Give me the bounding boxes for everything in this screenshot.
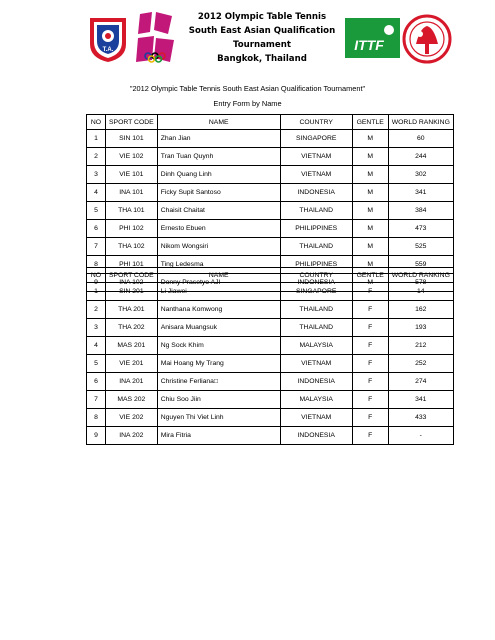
world-ranking-cell: 341	[388, 391, 453, 409]
name-cell: Zhan Jian	[157, 130, 280, 148]
sport-code-cell: MAS 201	[106, 337, 158, 355]
sport-code-cell: SIN 101	[106, 130, 158, 148]
no-cell: 5	[87, 355, 106, 373]
table-row	[87, 166, 454, 184]
name-cell: Ficky Supit Santoso	[157, 184, 280, 202]
document-title: "2012 Olympic Table Tennis South East Asian Qualification Tournament"	[129, 84, 366, 93]
column-header: COUNTRY	[280, 115, 352, 130]
ittf-logo-text: ITTF	[354, 37, 384, 53]
table-row	[87, 283, 454, 301]
no-cell: 2	[87, 301, 106, 319]
name-cell: Mai Hoang My Trang	[157, 355, 280, 373]
table-header-row	[87, 115, 454, 130]
sport-code-cell: SIN 201	[106, 283, 158, 301]
header	[0, 0, 495, 90]
london-2012-logo	[134, 10, 178, 66]
no-cell: 4	[87, 184, 106, 202]
table-row	[87, 301, 454, 319]
gentle-cell: F	[352, 391, 388, 409]
no-cell: 7	[87, 391, 106, 409]
gentle-cell: M	[352, 274, 388, 292]
no-cell: 9	[87, 274, 106, 292]
gentle-cell: M	[352, 130, 388, 148]
country-cell: PHILIPPINES	[280, 256, 352, 274]
sport-code-cell: MAS 202	[106, 391, 158, 409]
header-title-line-2: South East Asian Qualification Tournament	[188, 26, 336, 50]
country-cell: MALAYSIA	[280, 337, 352, 355]
column-header: SPORT CODE	[106, 115, 158, 130]
no-cell: 6	[87, 220, 106, 238]
world-ranking-cell: 60	[388, 130, 453, 148]
name-cell: Nguyen Thi Viet Linh	[157, 409, 280, 427]
name-cell: Anisara Muangsuk	[157, 319, 280, 337]
table-header-row	[87, 268, 454, 283]
name-cell: Christine Ferliana□	[157, 373, 280, 391]
table-row	[87, 409, 454, 427]
country-cell: THAILAND	[280, 202, 352, 220]
name-cell: Chaisit Chaitat	[157, 202, 280, 220]
gentle-cell: F	[352, 319, 388, 337]
sport-code-cell: PHI 101	[106, 256, 158, 274]
table-row	[87, 202, 454, 220]
name-cell: Dinh Quang Linh	[157, 166, 280, 184]
ittf-logo	[345, 18, 400, 58]
gentle-cell: F	[352, 301, 388, 319]
name-cell: Nanthana Komwong	[157, 301, 280, 319]
world-ranking-cell: 193	[388, 319, 453, 337]
no-cell: 3	[87, 319, 106, 337]
country-cell: VIETNAM	[280, 148, 352, 166]
gentle-cell: F	[352, 427, 388, 445]
country-cell: VIETNAM	[280, 355, 352, 373]
column-header: NO	[87, 268, 106, 283]
country-cell: VIETNAM	[280, 409, 352, 427]
table-row	[87, 238, 454, 256]
column-header: NAME	[157, 115, 280, 130]
world-ranking-cell: 274	[388, 373, 453, 391]
sport-code-cell: VIE 202	[106, 409, 158, 427]
world-ranking-cell: 162	[388, 301, 453, 319]
column-header: GENTLE	[352, 268, 388, 283]
name-cell: Ting Ledesma	[157, 256, 280, 274]
country-cell: THAILAND	[280, 238, 352, 256]
world-ranking-cell: 212	[388, 337, 453, 355]
table-row	[87, 130, 454, 148]
sport-code-cell: THA 202	[106, 319, 158, 337]
gentle-cell: M	[352, 148, 388, 166]
no-cell: 1	[87, 130, 106, 148]
world-ranking-cell: 341	[388, 184, 453, 202]
men-entries-body	[87, 115, 454, 292]
name-cell: Ng Sock Khim	[157, 337, 280, 355]
world-ranking-cell: 302	[388, 166, 453, 184]
no-cell: 4	[87, 337, 106, 355]
world-ranking-cell: 14	[388, 283, 453, 301]
federation-seal-logo	[402, 14, 452, 64]
gentle-cell: F	[352, 373, 388, 391]
women-entries-table	[86, 267, 454, 445]
sport-code-cell: THA 102	[106, 238, 158, 256]
name-cell: Ernesto Ebuen	[157, 220, 280, 238]
header-title-line-1: 2012 Olympic Table Tennis	[197, 12, 327, 22]
gentle-cell: F	[352, 283, 388, 301]
world-ranking-cell: -	[388, 427, 453, 445]
country-cell: INDONESIA	[280, 427, 352, 445]
name-cell: Li Jiawei	[157, 283, 280, 301]
gentle-cell: M	[352, 256, 388, 274]
header-title-line-3: Bangkok, Thailand	[217, 54, 307, 64]
table-row	[87, 373, 454, 391]
gentle-cell: F	[352, 337, 388, 355]
sport-code-cell: INA 201	[106, 373, 158, 391]
name-cell: Tran Tuan Quynh	[157, 148, 280, 166]
women-entries-body	[87, 268, 454, 445]
document-subtitle: Entry Form by Name	[213, 99, 282, 108]
sport-code-cell: INA 202	[106, 427, 158, 445]
world-ranking-cell: 244	[388, 148, 453, 166]
header-title	[182, 10, 342, 66]
world-ranking-cell: 473	[388, 220, 453, 238]
ta-logo-text: T.A.	[102, 47, 114, 53]
gentle-cell: F	[352, 409, 388, 427]
world-ranking-cell: 559	[388, 256, 453, 274]
gentle-cell: M	[352, 220, 388, 238]
no-cell: 3	[87, 166, 106, 184]
men-entries-table	[86, 114, 454, 292]
gentle-cell: M	[352, 166, 388, 184]
world-ranking-cell: 525	[388, 238, 453, 256]
column-header: SPORT CODE	[106, 268, 158, 283]
world-ranking-cell: 433	[388, 409, 453, 427]
world-ranking-cell: 252	[388, 355, 453, 373]
country-cell: INDONESIA	[280, 373, 352, 391]
table-row	[87, 184, 454, 202]
table-row	[87, 355, 454, 373]
column-header: NO	[87, 115, 106, 130]
sport-code-cell: INA 101	[106, 184, 158, 202]
sport-code-cell: PHI 102	[106, 220, 158, 238]
gentle-cell: M	[352, 202, 388, 220]
table-row	[87, 337, 454, 355]
country-cell: THAILAND	[280, 319, 352, 337]
sport-code-cell: VIE 201	[106, 355, 158, 373]
sport-code-cell: VIE 102	[106, 148, 158, 166]
table-row	[87, 427, 454, 445]
no-cell: 5	[87, 202, 106, 220]
no-cell: 2	[87, 148, 106, 166]
world-ranking-cell: 578	[388, 274, 453, 292]
country-cell: PHILIPPINES	[280, 220, 352, 238]
no-cell: 7	[87, 238, 106, 256]
name-cell: Mira Fitria	[157, 427, 280, 445]
country-cell: INDONESIA	[280, 274, 352, 292]
country-cell: MALAYSIA	[280, 391, 352, 409]
world-ranking-cell: 384	[388, 202, 453, 220]
name-cell: Donny Prasetyo AJI	[157, 274, 280, 292]
sport-code-cell: INA 102	[106, 274, 158, 292]
table-row	[87, 148, 454, 166]
no-cell: 9	[87, 427, 106, 445]
no-cell: 8	[87, 409, 106, 427]
name-cell: Nikom Wongsiri	[157, 238, 280, 256]
sport-code-cell: THA 201	[106, 301, 158, 319]
sport-code-cell: VIE 101	[106, 166, 158, 184]
country-cell: INDONESIA	[280, 184, 352, 202]
table-row	[87, 220, 454, 238]
column-header: WORLD RANKING	[388, 115, 453, 130]
country-cell: SINGAPORE	[280, 283, 352, 301]
column-header: COUNTRY	[280, 268, 352, 283]
column-header: WORLD RANKING	[388, 268, 453, 283]
name-cell: Chiu Soo Jiin	[157, 391, 280, 409]
table-row	[87, 391, 454, 409]
column-header: NAME	[157, 268, 280, 283]
no-cell: 8	[87, 256, 106, 274]
country-cell: THAILAND	[280, 301, 352, 319]
gentle-cell: M	[352, 184, 388, 202]
country-cell: SINGAPORE	[280, 130, 352, 148]
column-header: GENTLE	[352, 115, 388, 130]
table-row	[87, 319, 454, 337]
country-cell: VIETNAM	[280, 166, 352, 184]
thailand-association-logo	[86, 14, 130, 64]
gentle-cell: M	[352, 238, 388, 256]
sport-code-cell: THA 101	[106, 202, 158, 220]
gentle-cell: F	[352, 355, 388, 373]
no-cell: 1	[87, 283, 106, 301]
no-cell: 6	[87, 373, 106, 391]
